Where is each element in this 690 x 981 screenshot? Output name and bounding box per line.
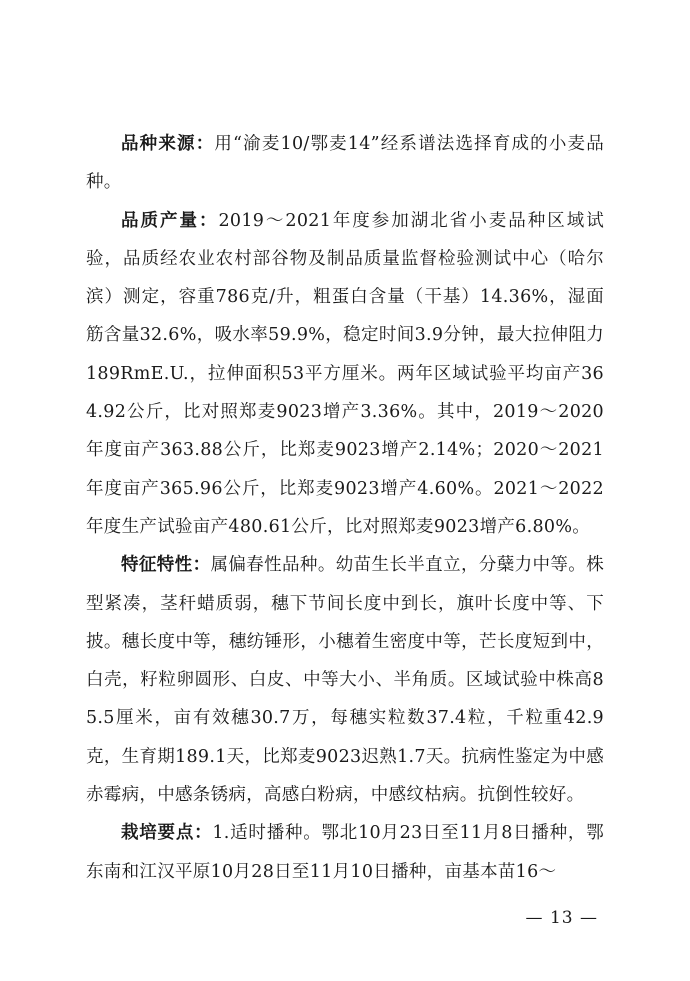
section-body: 属偏春性品种。幼苗生长半直立，分蘖力中等。株型紧凑，茎秆蜡质弱，穗下节间长度中到长，旗叶长度中等、下披。穗长度中等，穗纺锤形，小穗着生密度中等，芒长度短到中，白壳，籽粒卵圆形、白皮、中等大小、半角质。区域试验中株高85.5厘米，亩有效穗30.7万，每穗实粒数37.4粒，千粒重42.9克，生育期189.1天，比郑麦9023迟熟1.7天。抗病性鉴定为中感赤霉病，中感条锈病，高感白粉病，中感纹枯病。抗倒性较好。 xyxy=(86,555,604,806)
section-body: 1.适时播种。鄂北10月23日至11月8日播种，鄂东南和江汉平原10月28日至11月10日播种，亩基本苗16～ xyxy=(86,823,604,882)
section-heading: 品质产量： xyxy=(121,210,219,231)
section-body: 用“渝麦10/鄂麦14”经系谱法选择育成的小麦品种。 xyxy=(86,134,604,193)
section-cultivation xyxy=(86,814,604,891)
section-heading: 特征特性： xyxy=(121,555,211,576)
main-text xyxy=(86,125,604,891)
section-characteristics xyxy=(86,546,604,814)
section-variety-origin xyxy=(86,125,604,202)
section-body: 2019～2021年度参加湖北省小麦品种区域试验，品质经农业农村部谷物及制品质量监督检验测试中心（哈尔滨）测定，容重786克/升，粗蛋白含量（干基）14.36%，湿面筋含量32.6%，吸水率59.9%，稳定时间3.9分钟，最大拉伸阻力189RmE.U.，拉伸面积53平方厘米。两年区域试验平均亩产364.92公斤，比对照郑麦9023增产3.36%。其中，2019～2020年度亩产363.88公斤，比郑麦9023增产2.14%；2020～2021年度亩产365.96公斤，比郑麦9023增产4.60%。2021～2022年度生产试验亩产480.61公斤，比对照郑麦9023增产6.80%。 xyxy=(86,210,604,537)
section-quality-yield xyxy=(86,202,604,547)
section-heading: 栽培要点： xyxy=(121,823,213,844)
page-number: — 13 — xyxy=(525,908,598,928)
section-heading: 品种来源： xyxy=(121,134,215,154)
